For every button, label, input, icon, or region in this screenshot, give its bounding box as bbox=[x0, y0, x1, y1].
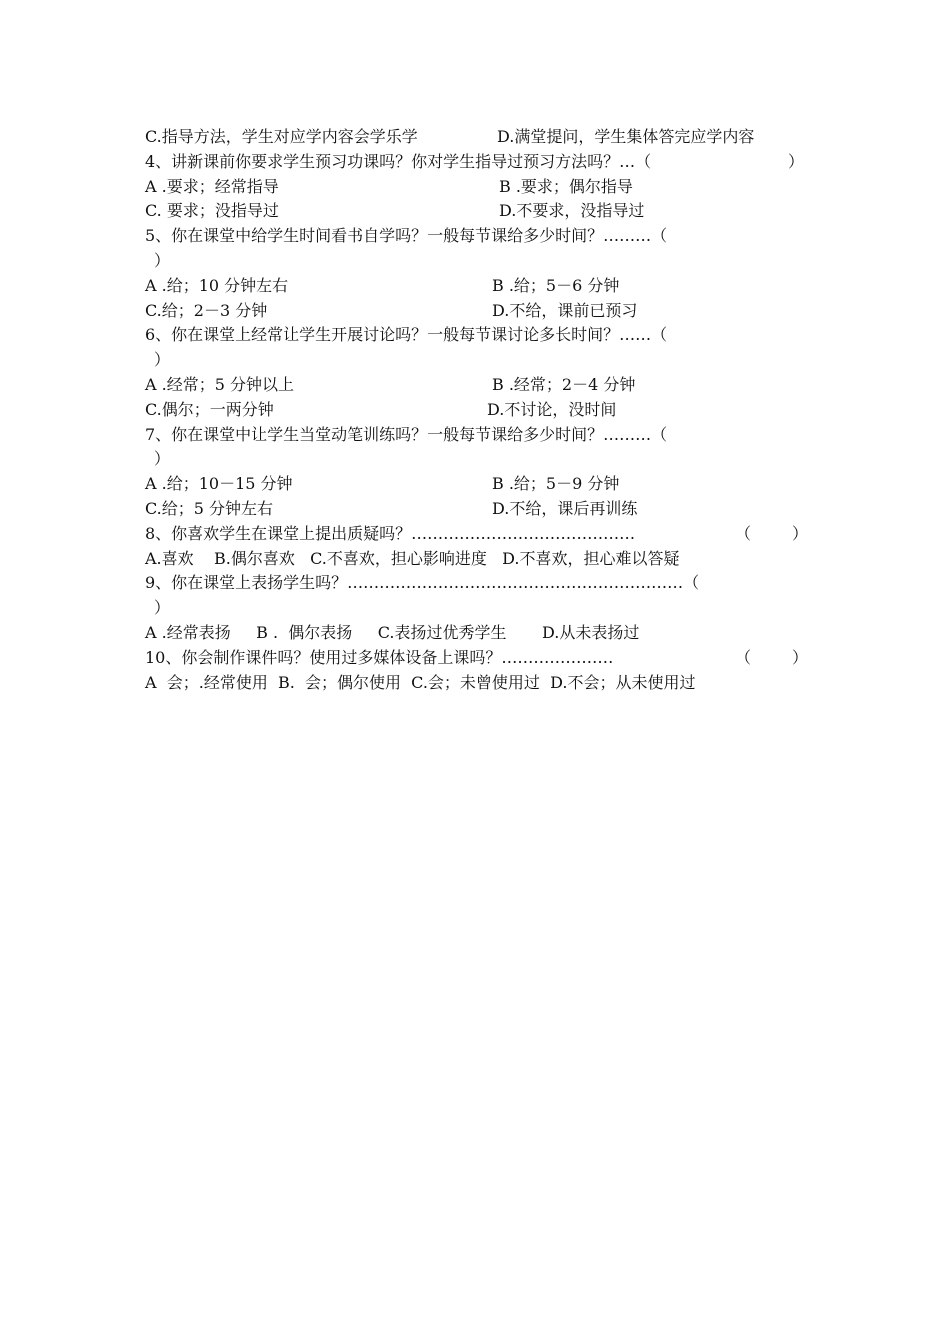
q9-options: A .经常表扬 B . 偶尔表扬 C.表扬过优秀学生 D.从未表扬过 bbox=[145, 622, 640, 642]
q10-options-row bbox=[145, 671, 810, 696]
q10-options: A 会；.经常使用 B. 会；偶尔使用 C.会；未曾使用过 D.不会；从未使用过 bbox=[145, 672, 696, 692]
q7-paren-row bbox=[145, 447, 810, 472]
q10-answer-paren-open: （ bbox=[735, 647, 752, 667]
q7-options-ab-row bbox=[145, 472, 810, 497]
q7-option-d: D.不给，课后再训练 bbox=[492, 498, 638, 518]
q5-paren-row bbox=[145, 249, 810, 274]
q6-option-a: A .经常；5 分钟以上 bbox=[145, 374, 294, 394]
q3-options-cd-row bbox=[145, 125, 810, 150]
q9-options-row bbox=[145, 621, 810, 646]
q9-answer-paren-close: ） bbox=[154, 598, 171, 618]
q6-option-c: C.偶尔；一两分钟 bbox=[145, 399, 274, 419]
q3-option-d: D.满堂提问，学生集体答完应学内容 bbox=[497, 127, 755, 146]
q9-question-row bbox=[145, 571, 810, 596]
q7-options-cd-row bbox=[145, 497, 810, 522]
q4-options-ab-row bbox=[145, 175, 810, 200]
q7-option-a: A .给；10－15 分钟 bbox=[145, 474, 293, 494]
q10-question-row bbox=[145, 646, 810, 671]
q5-option-a: A .给；10 分钟左右 bbox=[145, 275, 289, 295]
q4-option-d: D.不要求，没指导过 bbox=[499, 201, 645, 221]
q8-options-row bbox=[145, 547, 810, 572]
q9-question: 9、你在课堂上表扬学生吗？………………………………………………………（ bbox=[145, 573, 700, 593]
q5-answer-paren-close: ） bbox=[154, 250, 171, 270]
q6-option-d: D.不讨论，没时间 bbox=[487, 399, 617, 419]
q8-answer-paren-open: （ bbox=[735, 523, 752, 543]
q6-paren-row bbox=[145, 348, 810, 373]
q6-option-b: B .经常；2－4 分钟 bbox=[492, 374, 636, 394]
q8-answer-paren-close: ） bbox=[792, 523, 809, 543]
q4-question-row bbox=[145, 150, 810, 175]
q9-paren-row bbox=[145, 596, 810, 621]
q7-option-b: B .给；5－9 分钟 bbox=[492, 474, 620, 494]
q4-option-b: B .要求；偶尔指导 bbox=[499, 176, 633, 196]
q6-options-cd-row bbox=[145, 398, 810, 423]
q6-options-ab-row bbox=[145, 373, 810, 398]
q4-option-a: A .要求；经常指导 bbox=[145, 176, 279, 196]
q8-question-row bbox=[145, 522, 810, 547]
q4-question: 4、讲新课前你要求学生预习功课吗？你对学生指导过预习方法吗？…（ bbox=[145, 151, 652, 171]
q10-question: 10、你会制作课件吗？使用过多媒体设备上课吗？………………… bbox=[145, 647, 614, 667]
q6-question-row bbox=[145, 323, 810, 348]
q8-options: A.喜欢 B.偶尔喜欢 C.不喜欢，担心影响进度 D.不喜欢，担心难以答疑 bbox=[145, 548, 680, 568]
q6-answer-paren-close: ） bbox=[154, 350, 171, 370]
q5-option-c: C.给；2－3 分钟 bbox=[145, 300, 268, 320]
q5-question-row bbox=[145, 224, 810, 249]
q5-option-b: B .给；5－6 分钟 bbox=[492, 275, 620, 295]
q5-option-d: D.不给，课前已预习 bbox=[492, 300, 638, 320]
q5-options-ab-row bbox=[145, 274, 810, 299]
q5-question: 5、你在课堂中给学生时间看书自学吗？一般每节课给多少时间？………（ bbox=[145, 226, 668, 246]
q7-option-c: C.给；5 分钟左右 bbox=[145, 498, 274, 518]
questionnaire-body bbox=[145, 125, 810, 695]
q4-answer-paren-close: ） bbox=[788, 151, 805, 171]
q4-options-cd-row bbox=[145, 199, 810, 224]
q7-question: 7、你在课堂中让学生当堂动笔训练吗？一般每节课给多少时间？………（ bbox=[145, 424, 668, 444]
q3-option-c: C.指导方法，学生对应学内容会学乐学 bbox=[145, 127, 418, 146]
q7-answer-paren-close: ） bbox=[154, 449, 171, 469]
q10-answer-paren-close: ） bbox=[792, 647, 809, 667]
q5-options-cd-row bbox=[145, 299, 810, 324]
q6-question: 6、你在课堂上经常让学生开展讨论吗？一般每节课讨论多长时间？……（ bbox=[145, 325, 668, 345]
q8-question: 8、你喜欢学生在课堂上提出质疑吗？…………………………………… bbox=[145, 523, 636, 543]
q7-question-row bbox=[145, 423, 810, 448]
q4-option-c: C. 要求；没指导过 bbox=[145, 201, 279, 221]
